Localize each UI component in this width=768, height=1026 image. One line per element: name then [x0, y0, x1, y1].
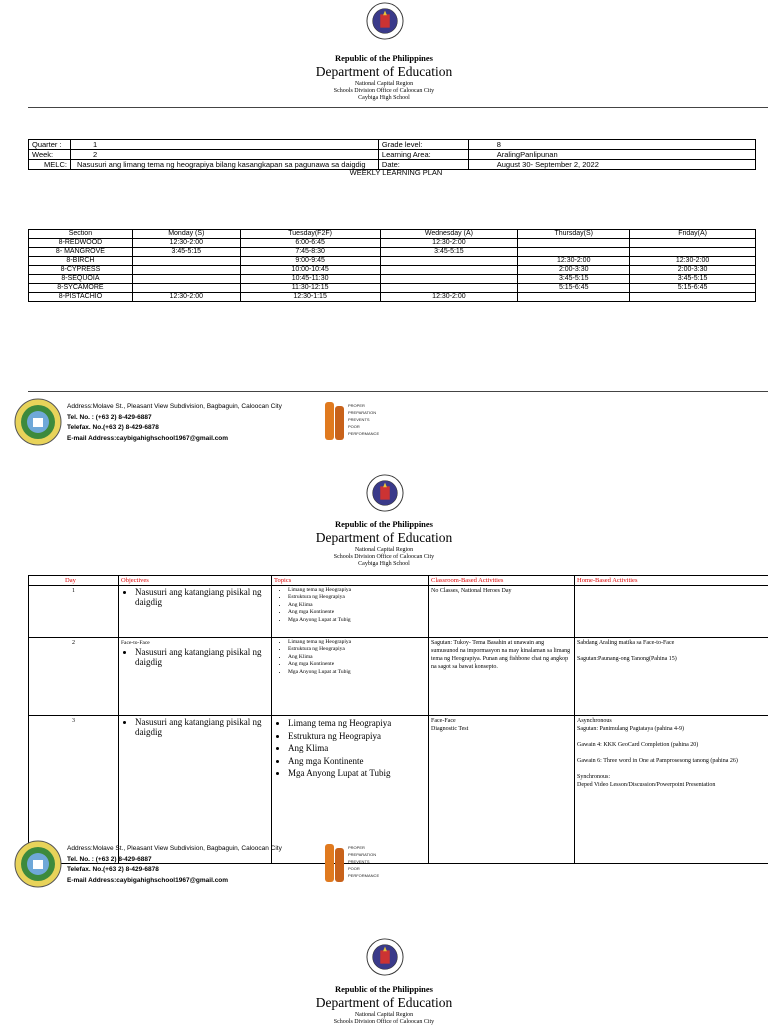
topic-item: • Estruktura ng Heograpiya	[288, 646, 426, 653]
pppp-words	[348, 844, 379, 879]
email-text: E-mail Address:caybigahighschool1967@gmail.com	[67, 876, 282, 887]
division-text: Schools Division Office of Caloocan City	[0, 1019, 768, 1026]
col-classroom: Classroom-Based Activities	[429, 576, 575, 586]
table-row	[29, 248, 756, 257]
cell: 5:15-6:45	[518, 284, 630, 293]
cell: 8- MANGROVE	[29, 248, 133, 257]
col-wednesday: Wednesday (A)	[380, 230, 518, 239]
republic-text: Republic of the Philippines	[0, 984, 768, 994]
address-block	[67, 844, 282, 886]
pppp-logo	[324, 400, 404, 446]
schedule-table	[28, 229, 756, 302]
pppp-word: PREPARATION	[348, 409, 379, 416]
topic-item: • Mga Anyong Lupat at Tubig	[288, 617, 426, 624]
cell: 8-PISTACHIO	[29, 293, 133, 302]
cell: 8-BIRCH	[29, 257, 133, 266]
area-label: Learning Area:	[378, 150, 468, 160]
area-value: AralingPanlipunan	[468, 150, 755, 160]
cell	[380, 284, 518, 293]
school-logo-icon	[14, 840, 62, 888]
cell	[518, 248, 630, 257]
cell: 12:30-1:15	[240, 293, 380, 302]
republic-text: Republic of the Philippines	[0, 53, 768, 63]
week-label: Week:	[29, 150, 71, 160]
republic-text: Republic of the Philippines	[0, 519, 768, 529]
info-table	[28, 139, 756, 170]
cell: 12:30-2:00	[518, 257, 630, 266]
grade-label: Grade level:	[378, 140, 468, 150]
col-monday: Monday (S)	[132, 230, 240, 239]
table-row	[29, 266, 756, 275]
address-text: Address:Molave St., Pleasant View Subdivision, Bagbaguin, Caloocan City	[67, 402, 282, 413]
cell: 12:30-2:00	[132, 293, 240, 302]
col-day: Day	[29, 576, 119, 586]
mode-label: Face-to-Face	[121, 639, 269, 647]
pppp-word: PROPER	[348, 844, 379, 851]
topic-item: • Limang tema ng Heograpiya	[288, 639, 426, 646]
department-title: Department of Education	[0, 64, 768, 80]
pppp-word: POOR	[348, 423, 379, 430]
pppp-word: PREVENTS	[348, 416, 379, 423]
melc-value: Nasusuri ang limang tema ng heograpiya bilang kasangkapan sa pagunawa sa daigdig	[70, 160, 378, 170]
page-footer	[14, 398, 754, 450]
melc-label: MELC:	[29, 160, 71, 170]
region-text: National Capital Region	[0, 81, 768, 88]
table-row	[29, 638, 768, 716]
division-text: Schools Division Office of Caloocan City	[0, 88, 768, 95]
col-home: Home-Based Activities	[575, 576, 768, 586]
cell: 3:45-5:15	[518, 275, 630, 284]
topic-item: • Estruktura ng Heograpiya	[288, 594, 426, 601]
objective-item: • Nasusuri ang katangiang pisikal ng daigdig	[135, 647, 269, 667]
table-row	[29, 293, 756, 302]
tel-text: Tel. No. : (+63 2) 8-429-6887	[67, 855, 282, 866]
topic-item: • Ang Klima	[288, 654, 426, 661]
cell: 12:30-2:00	[132, 239, 240, 248]
pppp-word: PREVENTS	[348, 858, 379, 865]
cell: 12:30-2:00	[380, 293, 518, 302]
cell: 10:45-11:30	[240, 275, 380, 284]
cell	[630, 239, 756, 248]
col-objectives: Objectives	[119, 576, 272, 586]
department-title: Department of Education	[0, 530, 768, 546]
pppp-letters-icon	[324, 400, 346, 444]
cell: 7:45-8:30	[240, 248, 380, 257]
cell: 2:00-3:30	[630, 266, 756, 275]
cell: 3:45-5:15	[630, 275, 756, 284]
cell	[132, 257, 240, 266]
cell	[518, 239, 630, 248]
deped-seal-icon	[366, 474, 404, 512]
division-text: Schools Division Office of Caloocan City	[0, 554, 768, 561]
topic-item: • Limang tema ng Heograpiya	[288, 717, 426, 730]
cell: 6:00-6:45	[240, 239, 380, 248]
topic-item: • Ang Klima	[288, 742, 426, 755]
cell: 8-SEQUOIA	[29, 275, 133, 284]
home-cell: Asynchronous Sagutan: Panimulang Pagtataya (pahina 4-9) Gawain 4: KKK GeoCard Completion (pahina 20) Gawain 6: Three word in One at Pamprosesong tanong (pahina 26) Synchronous: Deped Video Lesson/Discussion/Powerpoint Presentation	[575, 716, 768, 864]
cell: 2:00-3:30	[518, 266, 630, 275]
quarter-label: Quarter :	[29, 140, 71, 150]
deped-seal-icon	[366, 2, 404, 40]
classroom-cell: No Classes, National Heroes Day	[429, 586, 575, 638]
table-row	[29, 586, 768, 638]
topic-item: • Estruktura ng Heograpiya	[288, 730, 426, 743]
pppp-logo	[324, 842, 404, 888]
address-text: Address:Molave St., Pleasant View Subdivision, Bagbaguin, Caloocan City	[67, 844, 282, 855]
cell: 9:00-9:45	[240, 257, 380, 266]
col-thursday: Thursday(S)	[518, 230, 630, 239]
home-cell: Sabdang Araling matika sa Face-to-Face Sagutan:Paunang-ong Tanong(Pahina 15)	[575, 638, 768, 716]
objective-cell	[119, 638, 272, 716]
cell: 10:00-10:45	[240, 266, 380, 275]
plan-title: WEEKLY LEARNING PLAN	[12, 168, 768, 177]
weekly-plan-table	[28, 575, 768, 864]
cell: 12:30-2:00	[380, 239, 518, 248]
week-value: 2	[70, 150, 378, 160]
date-label: Date:	[378, 160, 468, 170]
cell	[132, 275, 240, 284]
quarter-value: 1	[70, 140, 378, 150]
cell	[132, 266, 240, 275]
col-topics: Topics	[272, 576, 429, 586]
cell: 8-SYCAMORE	[29, 284, 133, 293]
cell: 3:45-5:15	[132, 248, 240, 257]
topic-item: • Ang Klima	[288, 602, 426, 609]
grade-value: 8	[468, 140, 755, 150]
cell	[380, 266, 518, 275]
cell: 8-REDWOOD	[29, 239, 133, 248]
cell: 11:30-12:15	[240, 284, 380, 293]
date-value: August 30- September 2, 2022	[468, 160, 755, 170]
pppp-word: PREPARATION	[348, 851, 379, 858]
pppp-word: PERFORMANCE	[348, 430, 379, 437]
address-block	[67, 402, 282, 444]
topic-item: • Limang tema ng Heograpiya	[288, 587, 426, 594]
telefax-text: Telefax. No.(+63 2) 8-429-6878	[67, 423, 282, 434]
table-row	[29, 239, 756, 248]
cell	[380, 257, 518, 266]
footer-divider	[28, 391, 768, 392]
telefax-text: Telefax. No.(+63 2) 8-429-6878	[67, 865, 282, 876]
day-cell: 1	[29, 586, 119, 638]
topic-item: • Mga Anyong Lupat at Tubig	[288, 767, 426, 780]
school-logo-icon	[14, 398, 62, 446]
col-friday: Friday(A)	[630, 230, 756, 239]
pppp-word: PERFORMANCE	[348, 872, 379, 879]
pppp-word: PROPER	[348, 402, 379, 409]
cell: 8-CYPRESS	[29, 266, 133, 275]
region-text: National Capital Region	[0, 547, 768, 554]
cell	[630, 293, 756, 302]
table-row	[29, 284, 756, 293]
home-cell	[575, 586, 768, 638]
col-section: Section	[29, 230, 133, 239]
topic-item: • Ang mga Kontinente	[288, 661, 426, 668]
objective-item: • Nasusuri ang katangiang pisikal ng daigdig	[135, 587, 269, 607]
cell: 5:15-6:45	[630, 284, 756, 293]
topic-item: • Ang mga Kontinente	[288, 609, 426, 616]
classroom-cell: Sagutan: Tukoy- Tema Basahin at unawain ang sumusunod na impormasyon na may kinalaman sa limang tema ng Heograpiya. Punan ang fishbone chat ng angkop na sagot sa bawat konsepto.	[429, 638, 575, 716]
region-text: National Capital Region	[0, 1012, 768, 1019]
objective-item: • Nasusuri ang katangiang pisikal ng daigdig	[135, 717, 269, 737]
cell: 12:30-2:00	[630, 257, 756, 266]
cell	[132, 284, 240, 293]
cell	[380, 275, 518, 284]
table-row	[29, 275, 756, 284]
page-footer	[14, 840, 754, 892]
pppp-letters-icon	[324, 842, 346, 886]
school-text: Caybiga High School	[0, 561, 768, 568]
topic-item: • Ang mga Kontinente	[288, 755, 426, 768]
day-cell: 2	[29, 638, 119, 716]
deped-seal-icon	[366, 938, 404, 976]
school-text: Caybiga High School	[0, 95, 768, 102]
cell	[518, 293, 630, 302]
topics-cell	[272, 586, 429, 638]
table-row	[29, 257, 756, 266]
topics-cell	[272, 638, 429, 716]
cell	[630, 248, 756, 257]
department-title: Department of Education	[0, 995, 768, 1011]
objective-cell	[119, 586, 272, 638]
tel-text: Tel. No. : (+63 2) 8-429-6887	[67, 413, 282, 424]
email-text: E-mail Address:caybigahighschool1967@gmail.com	[67, 434, 282, 445]
classroom-cell: Face-Face Diagnostic Test	[429, 716, 575, 864]
col-tuesday: Tuesday(F2F)	[240, 230, 380, 239]
day-cell: 3	[29, 716, 119, 864]
topic-item: • Mga Anyong Lupat at Tubig	[288, 669, 426, 676]
header-divider	[28, 107, 768, 108]
pppp-word: POOR	[348, 865, 379, 872]
cell: 3:45-5:15	[380, 248, 518, 257]
pppp-words	[348, 402, 379, 437]
